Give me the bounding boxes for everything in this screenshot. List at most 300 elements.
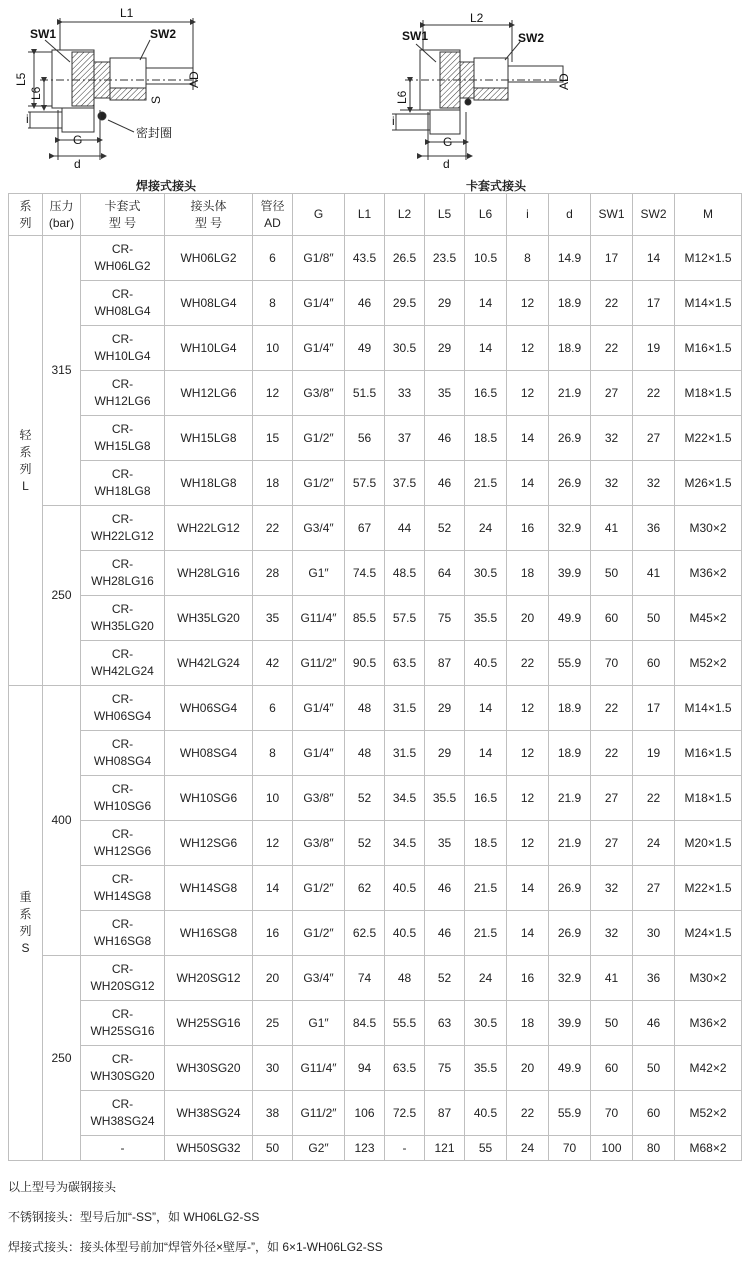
- value-cell: 41: [591, 506, 633, 551]
- ferrule-model-cell: [81, 641, 165, 686]
- header-cell: [9, 194, 43, 236]
- value-cell: 32: [633, 461, 675, 506]
- label-l6-left: L6: [29, 86, 43, 100]
- series-cell: [9, 686, 43, 1161]
- header-text: AD: [264, 215, 281, 230]
- value-cell: G1/8″: [293, 236, 345, 281]
- value-cell: 37.5: [385, 461, 425, 506]
- value-cell: 12: [507, 281, 549, 326]
- value-cell: M30×2: [675, 956, 742, 1001]
- table-row: [9, 911, 742, 956]
- label-l5: L5: [14, 72, 28, 86]
- value-cell: 26.5: [385, 236, 425, 281]
- value-cell: 123: [345, 1136, 385, 1161]
- value-cell: 27: [633, 866, 675, 911]
- value-cell: 30.5: [465, 551, 507, 596]
- value-cell: WH50SG32: [165, 1136, 253, 1161]
- value-cell: 48: [385, 956, 425, 1001]
- value-cell: 18.9: [549, 281, 591, 326]
- label-g-right: G: [443, 135, 453, 149]
- value-cell: 46: [633, 1001, 675, 1046]
- table-row: [9, 281, 742, 326]
- table-row: [9, 461, 742, 506]
- value-cell: 67: [345, 506, 385, 551]
- value-cell: 46: [425, 416, 465, 461]
- value-cell: 22: [591, 326, 633, 371]
- value-cell: M22×1.5: [675, 866, 742, 911]
- header-cell: [591, 194, 633, 236]
- value-cell: 8: [507, 236, 549, 281]
- ferrule-model-text: WH06SG4: [93, 709, 152, 723]
- value-cell: 32: [591, 461, 633, 506]
- value-cell: 36: [633, 956, 675, 1001]
- value-cell: 55: [465, 1136, 507, 1161]
- ferrule-model-cell: [81, 911, 165, 956]
- value-cell: 18.5: [465, 821, 507, 866]
- header-text: SW1: [598, 207, 625, 221]
- value-cell: 14: [507, 866, 549, 911]
- value-cell: 100: [591, 1136, 633, 1161]
- ferrule-model-text: CR-: [111, 872, 134, 886]
- value-cell: 12: [507, 731, 549, 776]
- ferrule-model-cell: [81, 551, 165, 596]
- table-row: [9, 731, 742, 776]
- value-cell: 26.9: [549, 461, 591, 506]
- value-cell: M68×2: [675, 1136, 742, 1161]
- value-cell: 60: [591, 596, 633, 641]
- value-cell: 32: [591, 911, 633, 956]
- ferrule-model-text: CR-: [111, 377, 134, 391]
- value-cell: 12: [507, 821, 549, 866]
- header-cell: [43, 194, 81, 236]
- series-char: 重: [19, 890, 32, 904]
- value-cell: WH35LG20: [165, 596, 253, 641]
- value-cell: G1/2″: [293, 416, 345, 461]
- value-cell: 39.9: [549, 1001, 591, 1046]
- ferrule-model-text: -: [120, 1140, 125, 1155]
- value-cell: 43.5: [345, 236, 385, 281]
- header-cell: [345, 194, 385, 236]
- value-cell: WH18LG8: [165, 461, 253, 506]
- label-l2: L2: [470, 11, 484, 25]
- value-cell: 30.5: [465, 1001, 507, 1046]
- value-cell: 8: [253, 731, 293, 776]
- value-cell: WH14SG8: [165, 866, 253, 911]
- ferrule-model-cell: [81, 371, 165, 416]
- ferrule-model-text: CR-: [111, 647, 134, 661]
- compression-fitting-title: 卡套式接头: [466, 179, 527, 193]
- pressure-cell: 250: [43, 506, 81, 686]
- label-l6-right: L6: [395, 90, 409, 104]
- value-cell: M26×1.5: [675, 461, 742, 506]
- ferrule-model-cell: [81, 1091, 165, 1136]
- value-cell: 52: [345, 776, 385, 821]
- value-cell: 27: [591, 821, 633, 866]
- value-cell: 32: [591, 416, 633, 461]
- value-cell: 44: [385, 506, 425, 551]
- series-char: S: [21, 941, 30, 955]
- header-text: d: [566, 207, 573, 221]
- series-char: 系: [19, 444, 32, 459]
- ferrule-model-text: WH10SG6: [93, 799, 152, 813]
- header-text: (bar): [48, 215, 75, 230]
- ferrule-model-text: CR-: [111, 422, 134, 436]
- ferrule-model-text: CR-: [111, 602, 134, 616]
- value-cell: 64: [425, 551, 465, 596]
- value-cell: G1/4″: [293, 731, 345, 776]
- ferrule-model-text: WH08LG4: [94, 304, 151, 318]
- value-cell: 85.5: [345, 596, 385, 641]
- value-cell: 70: [591, 1091, 633, 1136]
- ferrule-model-text: CR-: [111, 827, 134, 841]
- value-cell: 23.5: [425, 236, 465, 281]
- value-cell: 35: [425, 371, 465, 416]
- value-cell: 48: [345, 686, 385, 731]
- value-cell: 40.5: [385, 866, 425, 911]
- value-cell: 84.5: [345, 1001, 385, 1046]
- value-cell: G1/2″: [293, 911, 345, 956]
- ferrule-model-text: CR-: [111, 1007, 134, 1021]
- series-char: 系: [19, 907, 32, 921]
- header-cell: [549, 194, 591, 236]
- header-text: i: [526, 207, 529, 221]
- header-cell: [165, 194, 253, 236]
- ferrule-model-cell: [81, 506, 165, 551]
- table-row: [9, 1136, 742, 1161]
- value-cell: G1/2″: [293, 461, 345, 506]
- value-cell: 50: [253, 1136, 293, 1161]
- ferrule-model-text: CR-: [111, 512, 134, 526]
- value-cell: 20: [507, 1046, 549, 1091]
- value-cell: 35.5: [425, 776, 465, 821]
- ferrule-model-text: CR-: [111, 737, 134, 751]
- value-cell: 16: [507, 506, 549, 551]
- value-cell: 87: [425, 641, 465, 686]
- value-cell: M20×1.5: [675, 821, 742, 866]
- spec-table: [8, 193, 742, 1161]
- header-text: M: [703, 207, 713, 221]
- value-cell: 46: [345, 281, 385, 326]
- value-cell: G2″: [293, 1136, 345, 1161]
- header-text: 型 号: [194, 215, 223, 230]
- ferrule-model-text: WH16SG8: [93, 934, 152, 948]
- value-cell: 18.5: [465, 416, 507, 461]
- value-cell: 24: [507, 1136, 549, 1161]
- value-cell: 22: [591, 686, 633, 731]
- value-cell: 29: [425, 326, 465, 371]
- value-cell: G11/4″: [293, 596, 345, 641]
- value-cell: 24: [465, 506, 507, 551]
- header-cell: [465, 194, 507, 236]
- table-row: [9, 596, 742, 641]
- value-cell: 90.5: [345, 641, 385, 686]
- value-cell: 42: [253, 641, 293, 686]
- value-cell: WH16SG8: [165, 911, 253, 956]
- table-row: [9, 866, 742, 911]
- value-cell: 106: [345, 1091, 385, 1136]
- value-cell: 50: [633, 596, 675, 641]
- value-cell: M45×2: [675, 596, 742, 641]
- note-welded: 焊接式接头：接头体型号前加“焊管外径×壁厚-”，如 6×1-WH06LG2-SS: [8, 1240, 383, 1254]
- pressure-cell: 250: [43, 956, 81, 1161]
- header-text: G: [313, 207, 324, 221]
- value-cell: 75: [425, 596, 465, 641]
- value-cell: 50: [591, 551, 633, 596]
- value-cell: 41: [633, 551, 675, 596]
- notes: [8, 1178, 383, 1268]
- header-cell: [81, 194, 165, 236]
- value-cell: 29: [425, 731, 465, 776]
- table-row: [9, 1001, 742, 1046]
- header-cell: [675, 194, 742, 236]
- value-cell: 12: [253, 821, 293, 866]
- value-cell: 62: [345, 866, 385, 911]
- value-cell: 62.5: [345, 911, 385, 956]
- value-cell: 17: [633, 686, 675, 731]
- value-cell: M14×1.5: [675, 281, 742, 326]
- note-stainless: 不锈钢接头：型号后加“-SS”，如 WH06LG2-SS: [8, 1210, 260, 1224]
- value-cell: 34.5: [385, 821, 425, 866]
- value-cell: 70: [591, 641, 633, 686]
- table-row: [9, 956, 742, 1001]
- ferrule-model-cell: [81, 1046, 165, 1091]
- value-cell: WH08LG4: [165, 281, 253, 326]
- value-cell: 31.5: [385, 731, 425, 776]
- value-cell: WH38SG24: [165, 1091, 253, 1136]
- value-cell: 26.9: [549, 416, 591, 461]
- value-cell: G3/4″: [293, 506, 345, 551]
- value-cell: 16: [507, 956, 549, 1001]
- ferrule-model-cell: [81, 1001, 165, 1046]
- ferrule-model-text: CR-: [111, 782, 134, 796]
- ferrule-model-cell: [81, 731, 165, 776]
- value-cell: 57.5: [385, 596, 425, 641]
- value-cell: G11/2″: [293, 641, 345, 686]
- ferrule-model-text: CR-: [111, 962, 134, 976]
- value-cell: G3/8″: [293, 371, 345, 416]
- value-cell: 49.9: [549, 596, 591, 641]
- value-cell: 55.9: [549, 641, 591, 686]
- value-cell: 17: [591, 236, 633, 281]
- ferrule-model-cell: [81, 236, 165, 281]
- value-cell: 18.9: [549, 326, 591, 371]
- value-cell: 22: [591, 731, 633, 776]
- value-cell: 32.9: [549, 956, 591, 1001]
- value-cell: 15: [253, 416, 293, 461]
- value-cell: 18.9: [549, 731, 591, 776]
- value-cell: 12: [507, 686, 549, 731]
- value-cell: 14.9: [549, 236, 591, 281]
- value-cell: G11/2″: [293, 1091, 345, 1136]
- value-cell: 121: [425, 1136, 465, 1161]
- header-text: L6: [478, 207, 493, 221]
- value-cell: -: [385, 1136, 425, 1161]
- value-cell: 60: [633, 1091, 675, 1136]
- header-text: L2: [397, 207, 412, 221]
- value-cell: 63.5: [385, 1046, 425, 1091]
- table-body: [9, 236, 742, 1161]
- value-cell: 29: [425, 686, 465, 731]
- value-cell: M52×2: [675, 641, 742, 686]
- value-cell: WH06SG4: [165, 686, 253, 731]
- ferrule-model-text: WH18LG8: [94, 484, 151, 498]
- ferrule-model-text: WH42LG24: [91, 664, 154, 678]
- label-sw1-left: SW1: [30, 27, 57, 41]
- value-cell: 10: [253, 776, 293, 821]
- series-cell: [9, 236, 43, 686]
- value-cell: 22: [633, 776, 675, 821]
- value-cell: 21.9: [549, 371, 591, 416]
- value-cell: 18: [253, 461, 293, 506]
- ferrule-model-text: WH25SG16: [90, 1024, 155, 1038]
- value-cell: WH30SG20: [165, 1046, 253, 1091]
- ferrule-model-text: WH22LG12: [91, 529, 154, 543]
- value-cell: 12: [507, 326, 549, 371]
- value-cell: 27: [633, 416, 675, 461]
- value-cell: 22: [507, 1091, 549, 1136]
- value-cell: 24: [633, 821, 675, 866]
- value-cell: 50: [633, 1046, 675, 1091]
- table-row: [9, 686, 742, 731]
- value-cell: 35: [425, 821, 465, 866]
- value-cell: 94: [345, 1046, 385, 1091]
- header-cell: [293, 194, 345, 236]
- table-row: [9, 641, 742, 686]
- value-cell: 12: [253, 371, 293, 416]
- ferrule-model-text: WH06LG2: [94, 259, 151, 273]
- table-row: [9, 1046, 742, 1091]
- ferrule-model-text: WH14SG8: [93, 889, 152, 903]
- ferrule-model-text: CR-: [111, 1097, 134, 1111]
- value-cell: M52×2: [675, 1091, 742, 1136]
- header-text: 列: [19, 215, 32, 230]
- value-cell: 70: [549, 1136, 591, 1161]
- header-cell: [385, 194, 425, 236]
- label-d-left: d: [74, 157, 81, 171]
- value-cell: M36×2: [675, 1001, 742, 1046]
- value-cell: 29: [425, 281, 465, 326]
- value-cell: 41: [591, 956, 633, 1001]
- value-cell: 60: [591, 1046, 633, 1091]
- value-cell: M16×1.5: [675, 731, 742, 776]
- header-text: L5: [437, 207, 452, 221]
- label-sw1-right: SW1: [402, 29, 429, 43]
- value-cell: 48.5: [385, 551, 425, 596]
- pressure-cell: 400: [43, 686, 81, 956]
- ferrule-model-cell: [81, 596, 165, 641]
- value-cell: 20: [253, 956, 293, 1001]
- value-cell: G1″: [293, 551, 345, 596]
- fitting-drawings: [0, 0, 749, 176]
- value-cell: 22: [591, 281, 633, 326]
- value-cell: 30: [633, 911, 675, 956]
- ferrule-model-cell: [81, 461, 165, 506]
- value-cell: WH42LG24: [165, 641, 253, 686]
- table-row: [9, 1091, 742, 1136]
- value-cell: G1/4″: [293, 686, 345, 731]
- table-row: [9, 371, 742, 416]
- value-cell: 36: [633, 506, 675, 551]
- value-cell: 52: [345, 821, 385, 866]
- value-cell: 51.5: [345, 371, 385, 416]
- value-cell: 35: [253, 596, 293, 641]
- value-cell: 10.5: [465, 236, 507, 281]
- value-cell: 14: [507, 911, 549, 956]
- value-cell: 52: [425, 506, 465, 551]
- value-cell: G1″: [293, 1001, 345, 1046]
- series-char: L: [22, 478, 29, 493]
- label-seal-ring: 密封圈: [136, 126, 173, 140]
- value-cell: 12: [507, 371, 549, 416]
- header-text: 管径: [260, 198, 285, 213]
- value-cell: 46: [425, 911, 465, 956]
- value-cell: 55.9: [549, 1091, 591, 1136]
- value-cell: 49.9: [549, 1046, 591, 1091]
- value-cell: 87: [425, 1091, 465, 1136]
- value-cell: 17: [633, 281, 675, 326]
- value-cell: M42×2: [675, 1046, 742, 1091]
- label-g-left: G: [73, 133, 83, 147]
- value-cell: WH15LG8: [165, 416, 253, 461]
- table-row: [9, 551, 742, 596]
- series-char: 轻: [19, 427, 32, 442]
- value-cell: 32: [591, 866, 633, 911]
- value-cell: 56: [345, 416, 385, 461]
- ferrule-model-text: CR-: [111, 287, 134, 301]
- table-row: [9, 821, 742, 866]
- value-cell: M18×1.5: [675, 371, 742, 416]
- series-char: 列: [19, 924, 32, 938]
- value-cell: G1/2″: [293, 866, 345, 911]
- header-text: 系: [19, 198, 32, 213]
- ferrule-model-cell: [81, 776, 165, 821]
- value-cell: 29.5: [385, 281, 425, 326]
- ferrule-model-text: WH38SG24: [90, 1114, 155, 1128]
- value-cell: 52: [425, 956, 465, 1001]
- value-cell: G3/8″: [293, 776, 345, 821]
- value-cell: M14×1.5: [675, 686, 742, 731]
- ferrule-model-cell: [81, 1136, 165, 1161]
- ferrule-model-cell: [81, 686, 165, 731]
- value-cell: 60: [633, 641, 675, 686]
- value-cell: 8: [253, 281, 293, 326]
- ferrule-model-text: CR-: [111, 917, 134, 931]
- value-cell: 48: [345, 731, 385, 776]
- welded-fitting-title: 焊接式接头: [136, 179, 197, 193]
- value-cell: 50: [591, 1001, 633, 1046]
- value-cell: M36×2: [675, 551, 742, 596]
- header-cell: [253, 194, 293, 236]
- value-cell: 12: [507, 776, 549, 821]
- value-cell: M16×1.5: [675, 326, 742, 371]
- value-cell: 19: [633, 731, 675, 776]
- ferrule-model-cell: [81, 416, 165, 461]
- value-cell: 39.9: [549, 551, 591, 596]
- value-cell: G1/4″: [293, 281, 345, 326]
- value-cell: 6: [253, 686, 293, 731]
- value-cell: 72.5: [385, 1091, 425, 1136]
- header-cell: [425, 194, 465, 236]
- header-text: 卡套式: [104, 198, 141, 213]
- value-cell: 16: [253, 911, 293, 956]
- value-cell: 26.9: [549, 911, 591, 956]
- table-row: [9, 506, 742, 551]
- value-cell: 22: [507, 641, 549, 686]
- value-cell: G3/4″: [293, 956, 345, 1001]
- header-text: 压力: [49, 198, 74, 213]
- value-cell: WH08SG4: [165, 731, 253, 776]
- value-cell: 18: [507, 1001, 549, 1046]
